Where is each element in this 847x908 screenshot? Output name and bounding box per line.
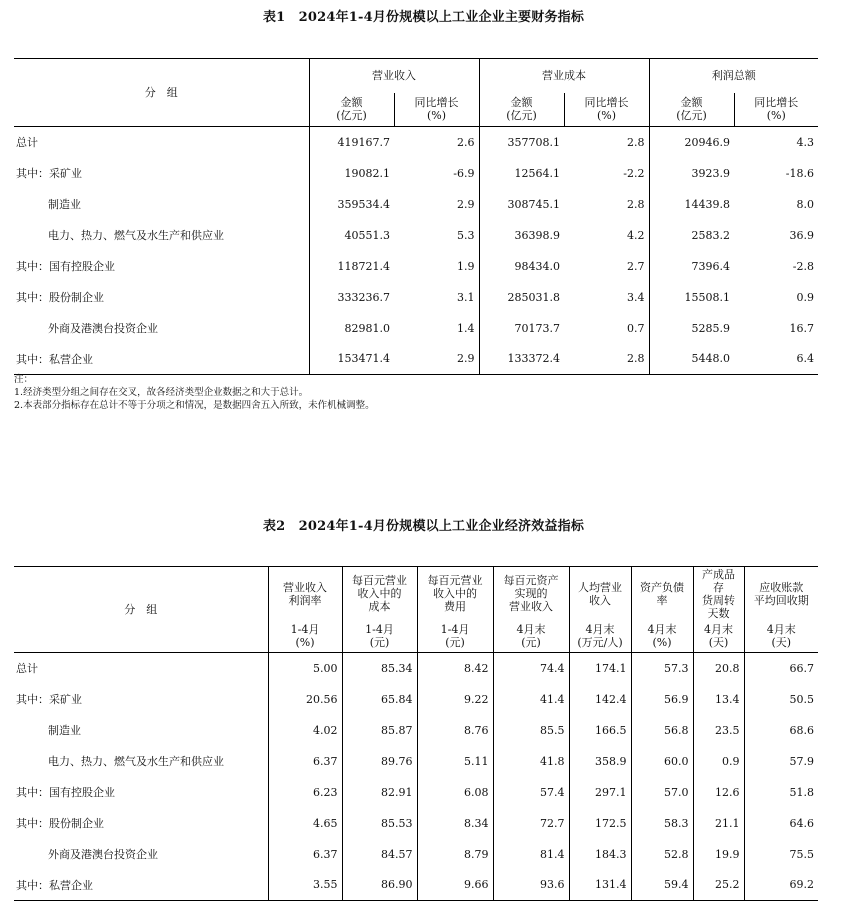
value-cell: 20946.9	[649, 127, 734, 158]
amount-subheader: 金额 (亿元)	[479, 93, 564, 127]
value-cell: 4.3	[796, 135, 814, 149]
value-cell: 60.0	[631, 746, 693, 777]
value-cell: 75.5	[744, 839, 818, 870]
value-cell: 2583.2	[649, 220, 734, 251]
value-cell: 51.8	[744, 777, 818, 808]
value-cell: 172.5	[569, 808, 631, 839]
value-cell: 8.79	[417, 839, 493, 870]
column-unit: 4月末 (%)	[631, 621, 693, 653]
table1-title: 表1 2024年1-4月份规模以上工业企业主要财务指标	[262, 10, 585, 25]
row-label: 其中：股份制企业	[16, 291, 104, 304]
value-cell: 6.37	[268, 839, 342, 870]
value-cell: 0.9	[693, 746, 744, 777]
value-cell: 81.4	[493, 839, 569, 870]
note-1: 1.经济类型分组之间存在交叉，故各经济类型企业数据之和大于总计。	[14, 387, 309, 398]
value-cell: 5.00	[268, 653, 342, 684]
financial-indicators-table	[14, 58, 818, 375]
value-cell: 50.5	[744, 684, 818, 715]
table-row	[14, 808, 818, 839]
column-unit: 4月末 (天)	[693, 621, 744, 653]
row-label: 其中：国有控股企业	[16, 786, 115, 799]
row-label: 其中：私营企业	[16, 352, 93, 366]
value-cell: 12.6	[693, 777, 744, 808]
value-cell: 5285.9	[649, 313, 734, 344]
column-header: 应收账款 平均回收期	[744, 567, 818, 621]
value-cell: 12564.1	[479, 158, 564, 189]
value-cell: 8.0	[796, 197, 814, 211]
value-cell: 21.1	[693, 808, 744, 839]
value-cell: 6.23	[268, 777, 342, 808]
profit-header: 利润总额	[649, 59, 818, 93]
column-unit: 1-4月 (%)	[268, 621, 342, 653]
value-cell: 57.4	[493, 777, 569, 808]
value-cell: 297.1	[569, 777, 631, 808]
value-cell: 65.84	[342, 684, 417, 715]
value-cell: 5.11	[417, 746, 493, 777]
value-cell: 89.76	[342, 746, 417, 777]
column-unit: 1-4月 (元)	[417, 621, 493, 653]
table-row	[14, 715, 818, 746]
value-cell: 2.8	[627, 135, 645, 149]
value-cell: 85.5	[493, 715, 569, 746]
value-cell: 359534.4	[309, 189, 394, 220]
value-cell: 4.2	[627, 228, 645, 242]
value-cell: 285031.8	[479, 282, 564, 313]
row-label: 总计	[16, 662, 38, 676]
row-label: 其中：国有控股企业	[16, 260, 115, 273]
value-cell: 20.56	[268, 684, 342, 715]
value-cell: 19.9	[693, 839, 744, 870]
value-cell: 70173.7	[479, 313, 564, 344]
column-header: 资产负债 率	[631, 567, 693, 621]
value-cell: 19082.1	[309, 158, 394, 189]
value-cell: 2.9	[457, 352, 475, 366]
value-cell: 72.7	[493, 808, 569, 839]
value-cell: 333236.7	[309, 282, 394, 313]
table-row	[14, 839, 818, 870]
value-cell: 308745.1	[479, 189, 564, 220]
value-cell: 84.57	[342, 839, 417, 870]
value-cell: 86.90	[342, 870, 417, 901]
column-header: 每百元资产 实现的 营业收入	[493, 567, 569, 621]
value-cell: 3.55	[268, 870, 342, 901]
cost-header: 营业成本	[479, 59, 649, 93]
row-label: 外商及港澳台投资企业	[48, 848, 158, 861]
table-row	[14, 746, 818, 777]
table-row	[14, 127, 818, 158]
value-cell: 8.34	[417, 808, 493, 839]
value-cell: 133372.4	[479, 344, 564, 375]
value-cell: 9.66	[417, 870, 493, 901]
revenue-header: 营业收入	[309, 59, 479, 93]
column-unit: 1-4月 (元)	[342, 621, 417, 653]
value-cell: 85.87	[342, 715, 417, 746]
value-cell: 358.9	[569, 746, 631, 777]
value-cell: 16.7	[789, 321, 814, 335]
row-label: 电力、热力、燃气及水生产和供应业	[48, 229, 224, 242]
value-cell: 5.3	[457, 228, 475, 242]
growth-subheader: 同比增长 (%)	[734, 93, 818, 127]
value-cell: 1.9	[457, 259, 475, 273]
table-row	[14, 870, 818, 901]
amount-subheader: 金额 (亿元)	[649, 93, 734, 127]
column-header: 每百元营业 收入中的 费用	[417, 567, 493, 621]
value-cell: 5448.0	[649, 344, 734, 375]
value-cell: 6.4	[796, 352, 814, 366]
value-cell: 98434.0	[479, 251, 564, 282]
value-cell: 357708.1	[479, 127, 564, 158]
column-unit: 4月末 (元)	[493, 621, 569, 653]
value-cell: -2.2	[623, 166, 645, 180]
value-cell: 2.8	[627, 352, 645, 366]
value-cell: 13.4	[693, 684, 744, 715]
row-label: 制造业	[48, 198, 81, 211]
value-cell: 69.2	[744, 870, 818, 901]
table2-title: 表2 2024年1-4月份规模以上工业企业经济效益指标	[262, 519, 585, 534]
column-header: 营业收入 利润率	[268, 567, 342, 621]
value-cell: 2.7	[627, 259, 645, 273]
column-header: 人均营业 收入	[569, 567, 631, 621]
value-cell: 41.8	[493, 746, 569, 777]
value-cell: 68.6	[744, 715, 818, 746]
value-cell: 142.4	[569, 684, 631, 715]
value-cell: 4.02	[268, 715, 342, 746]
value-cell: 153471.4	[309, 344, 394, 375]
value-cell: 52.8	[631, 839, 693, 870]
value-cell: 82.91	[342, 777, 417, 808]
efficiency-indicators-table	[14, 566, 818, 901]
value-cell: 9.22	[417, 684, 493, 715]
value-cell: 56.9	[631, 684, 693, 715]
value-cell: 56.8	[631, 715, 693, 746]
value-cell: 174.1	[569, 653, 631, 684]
value-cell: 14439.8	[649, 189, 734, 220]
row-label: 其中：采矿业	[16, 693, 82, 706]
column-header: 产成品存 货周转 天数	[693, 567, 744, 621]
value-cell: 93.6	[493, 870, 569, 901]
table-row	[14, 653, 818, 684]
value-cell: 64.6	[744, 808, 818, 839]
table-row	[14, 684, 818, 715]
value-cell: 166.5	[569, 715, 631, 746]
row-label: 其中：采矿业	[16, 167, 82, 180]
note-heading: 注：	[14, 374, 34, 385]
value-cell: 0.9	[796, 290, 814, 304]
value-cell: 3923.9	[649, 158, 734, 189]
table-row	[14, 777, 818, 808]
value-cell: 0.7	[627, 321, 645, 335]
column-unit: 4月末 (天)	[744, 621, 818, 653]
value-cell: 131.4	[569, 870, 631, 901]
value-cell: 66.7	[744, 653, 818, 684]
value-cell: 6.08	[417, 777, 493, 808]
row-label: 其中：私营企业	[16, 878, 93, 892]
table-row	[14, 158, 818, 189]
value-cell: -2.8	[792, 259, 814, 273]
value-cell: 82981.0	[309, 313, 394, 344]
value-cell: 57.0	[631, 777, 693, 808]
amount-subheader: 金额 (亿元)	[309, 93, 394, 127]
column-unit: 4月末 (万元/人)	[569, 621, 631, 653]
value-cell: 419167.7	[309, 127, 394, 158]
value-cell: 2.8	[627, 197, 645, 211]
value-cell: 74.4	[493, 653, 569, 684]
growth-subheader: 同比增长 (%)	[394, 93, 479, 127]
value-cell: 3.4	[627, 290, 645, 304]
value-cell: 85.53	[342, 808, 417, 839]
value-cell: 20.8	[693, 653, 744, 684]
value-cell: 6.37	[268, 746, 342, 777]
table-row	[14, 251, 818, 282]
value-cell: 25.2	[693, 870, 744, 901]
value-cell: 7396.4	[649, 251, 734, 282]
value-cell: 2.9	[457, 197, 475, 211]
value-cell: 40551.3	[309, 220, 394, 251]
value-cell: 3.1	[457, 290, 475, 304]
value-cell: 8.42	[417, 653, 493, 684]
value-cell: 23.5	[693, 715, 744, 746]
value-cell: 4.65	[268, 808, 342, 839]
group-header: 分 组	[14, 59, 309, 127]
group-header: 分 组	[14, 567, 268, 653]
value-cell: 1.4	[457, 321, 475, 335]
note-2: 2.本表部分指标存在总计不等于分项之和情况，是数据四舍五入所致，未作机械调整。	[14, 400, 375, 411]
column-header: 每百元营业 收入中的 成本	[342, 567, 417, 621]
table-row	[14, 189, 818, 220]
value-cell: 15508.1	[649, 282, 734, 313]
value-cell: 58.3	[631, 808, 693, 839]
value-cell: 8.76	[417, 715, 493, 746]
table-row	[14, 344, 818, 375]
value-cell: 118721.4	[309, 251, 394, 282]
table-row	[14, 313, 818, 344]
value-cell: -6.9	[453, 166, 475, 180]
row-label: 总计	[16, 136, 38, 150]
value-cell: 59.4	[631, 870, 693, 901]
value-cell: 184.3	[569, 839, 631, 870]
table-row	[14, 220, 818, 251]
value-cell: 36398.9	[479, 220, 564, 251]
value-cell: 2.6	[457, 135, 475, 149]
row-label: 制造业	[48, 724, 81, 737]
value-cell: 57.3	[631, 653, 693, 684]
row-label: 外商及港澳台投资企业	[48, 322, 158, 335]
value-cell: 85.34	[342, 653, 417, 684]
row-label: 其中：股份制企业	[16, 817, 104, 830]
value-cell: 36.9	[789, 228, 814, 242]
value-cell: 41.4	[493, 684, 569, 715]
row-label: 电力、热力、燃气及水生产和供应业	[48, 755, 224, 768]
table-row	[14, 282, 818, 313]
growth-subheader: 同比增长 (%)	[564, 93, 649, 127]
value-cell: 57.9	[744, 746, 818, 777]
table1-notes	[14, 373, 375, 412]
value-cell: -18.6	[785, 166, 814, 180]
